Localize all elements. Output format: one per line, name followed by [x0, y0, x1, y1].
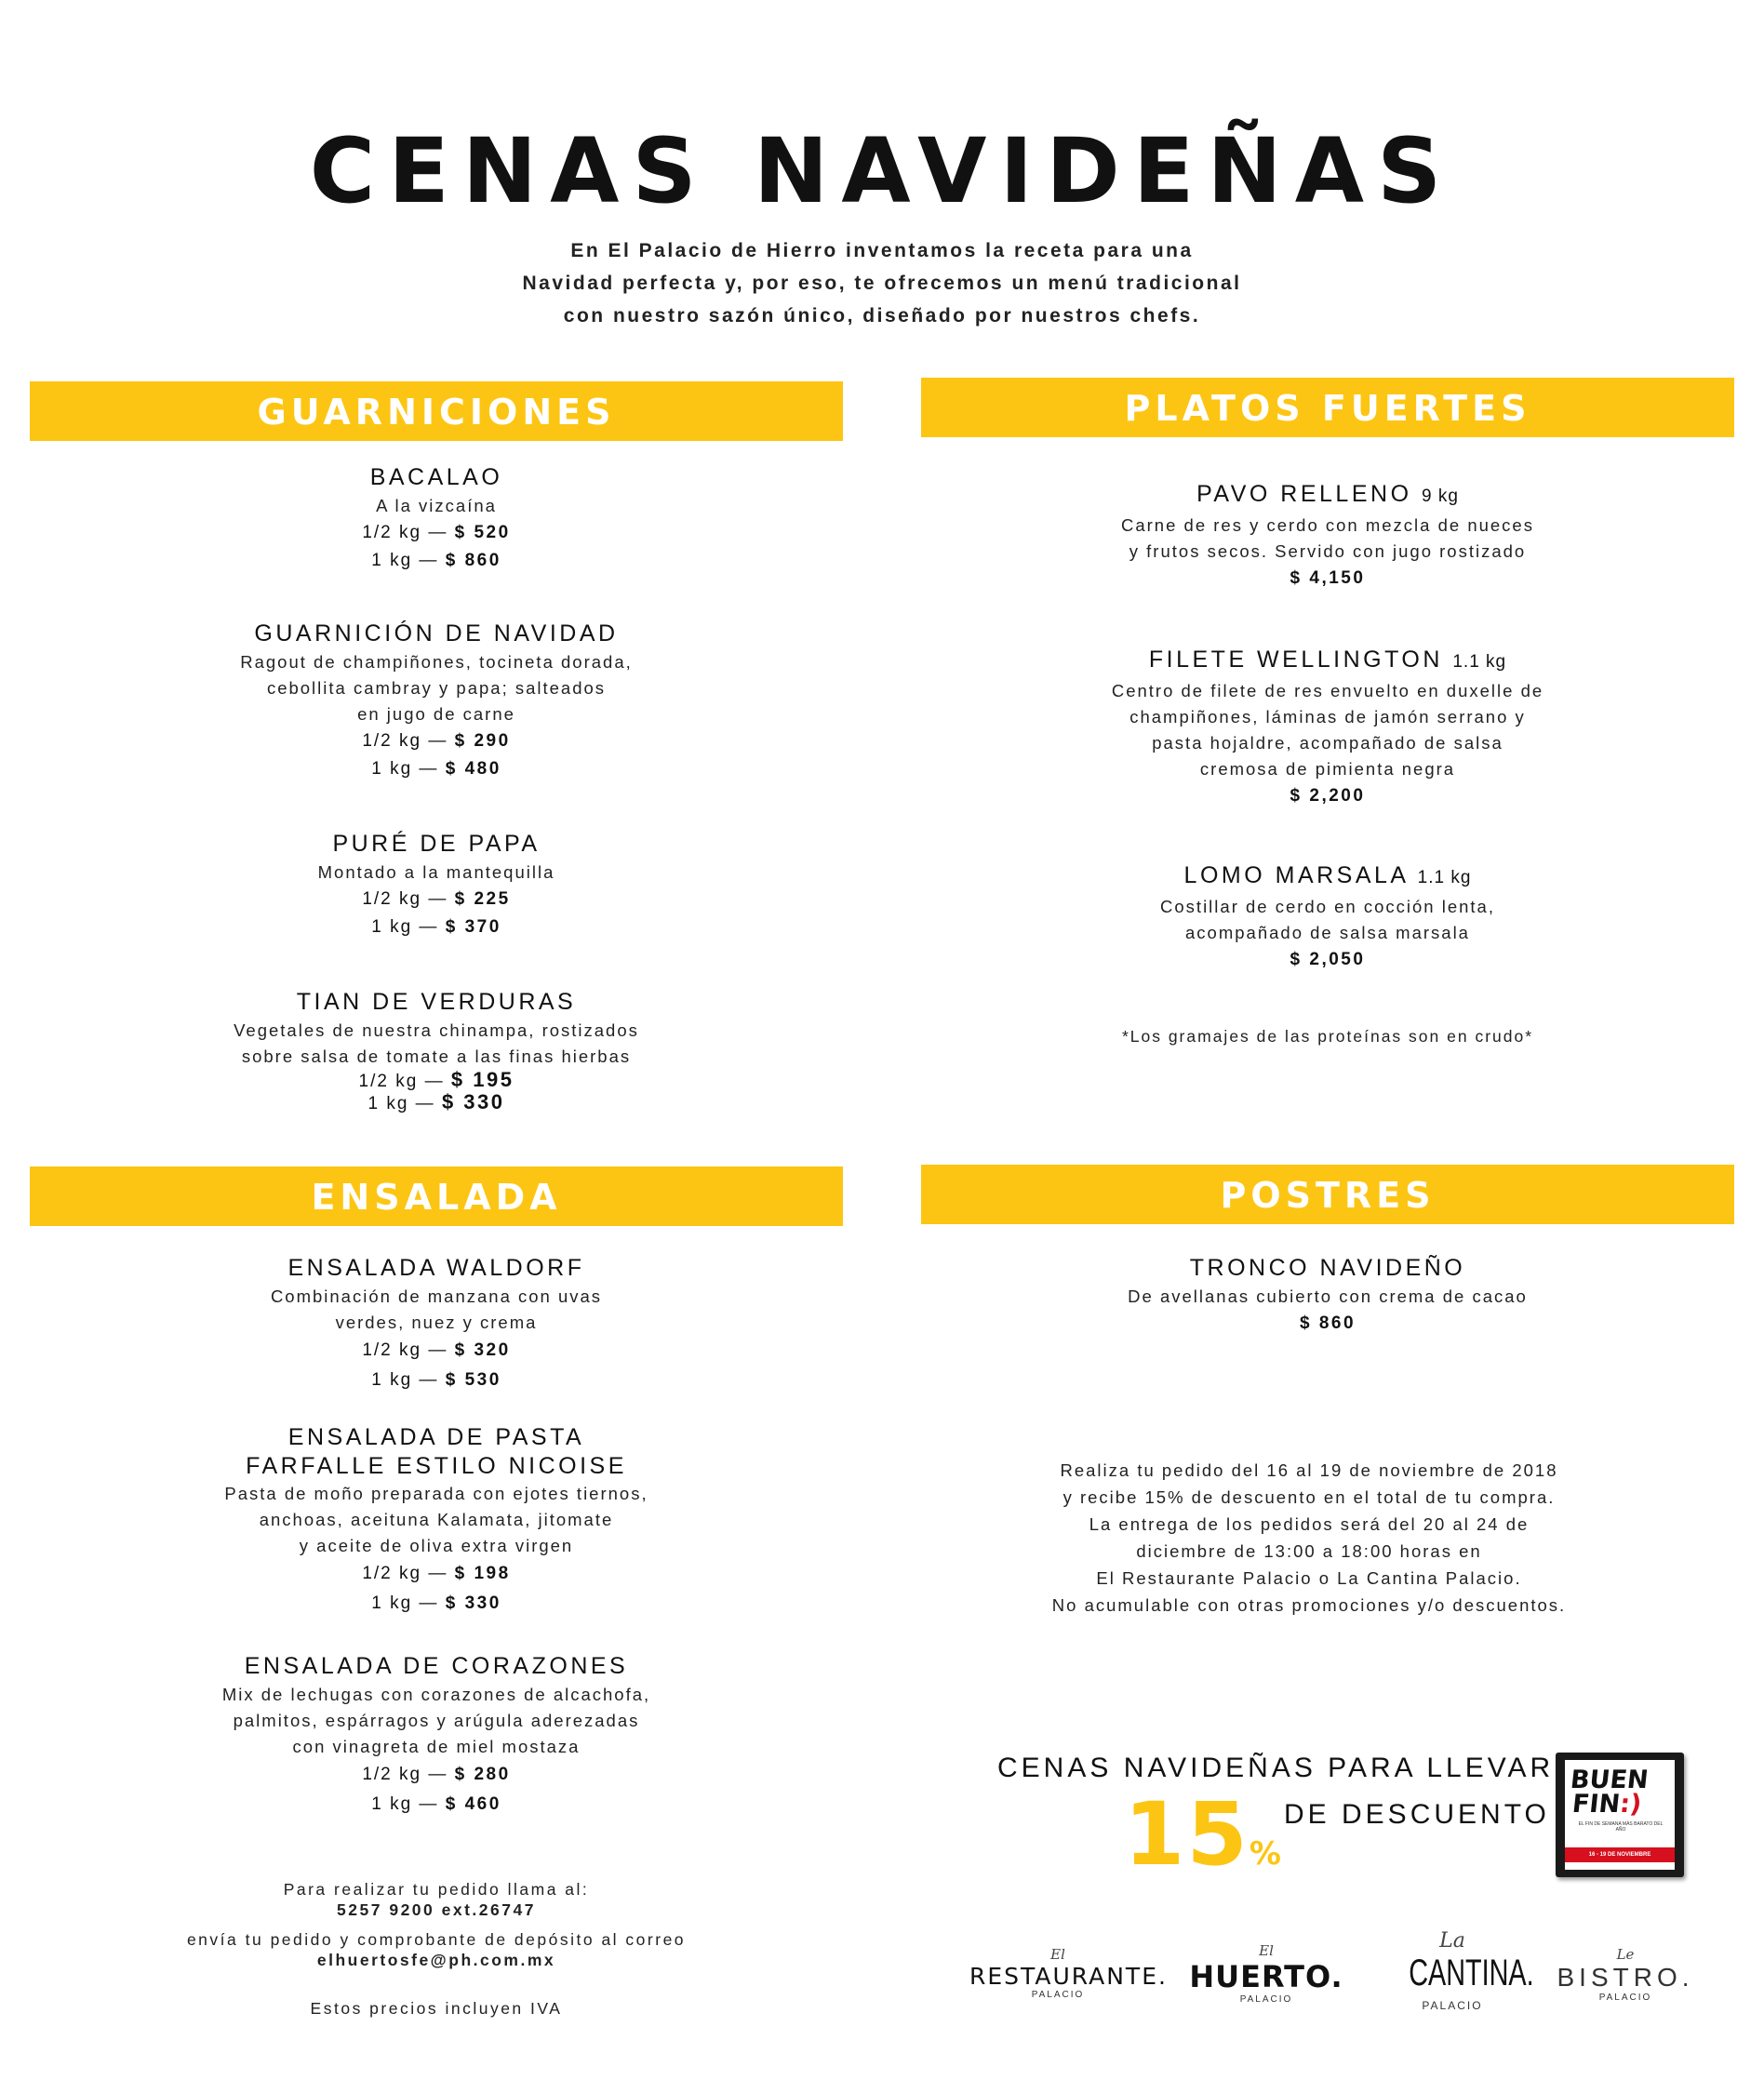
price-label: 1/2 kg — [362, 523, 448, 542]
logo-sub: PALACIO [1239, 1994, 1293, 2005]
percent-number: 15 [1124, 1784, 1250, 1886]
item-name: ENSALADA DE PASTA [287, 1424, 585, 1450]
price-label: 1 kg — [371, 1593, 439, 1613]
promo-line: diciembre de 13:00 a 18:00 horas en [1136, 1541, 1482, 1561]
ensalada-banner: ENSALADA [30, 1166, 843, 1226]
logo-script: Le [1616, 1946, 1635, 1963]
iva-note: Estos precios incluyen IVA [310, 1999, 563, 2018]
item-price-half [30, 1070, 843, 1092]
item-price-full [30, 547, 843, 575]
item-desc: Pasta de moño preparada con ejotes tiernos, [224, 1484, 648, 1503]
item-desc: A la vizcaína [376, 496, 497, 515]
item-price-full [30, 755, 843, 783]
price-value: $ 2,200 [1290, 786, 1366, 806]
item-price-half [30, 1336, 843, 1366]
price-label: 1/2 kg — [362, 1564, 448, 1583]
logo-cantina [1392, 1929, 1534, 2012]
price-value: $ 860 [1299, 1313, 1356, 1333]
intro-text [417, 234, 1347, 332]
ad-subline: DE DESCUENTO [1284, 1799, 1550, 1830]
item-price-full [30, 1092, 843, 1114]
item-price-full [30, 1790, 843, 1820]
item-desc: verdes, nuez y crema [335, 1313, 538, 1332]
item-name: FILETE WELLINGTON [1148, 647, 1443, 673]
promo-line: No acumulable con otras promociones y/o descuentos. [1051, 1595, 1567, 1615]
price-value: $ 520 [454, 523, 511, 542]
item-desc: Centro de filete de res envuelto en duxelle de [1111, 681, 1544, 700]
price-value: $ 530 [445, 1370, 501, 1390]
item-price-half [30, 886, 843, 913]
ad-headline: CENAS NAVIDEÑAS PARA LLEVAR [997, 1753, 1555, 1783]
price-label: 1 kg — [371, 1370, 439, 1390]
price-label: 1 kg — [368, 1094, 435, 1113]
price-value: $ 280 [454, 1765, 511, 1784]
price-value: $ 370 [445, 917, 501, 937]
item-name: ENSALADA WALDORF [287, 1255, 585, 1281]
price-value: $ 4,150 [1290, 568, 1366, 588]
menu-item [921, 860, 1734, 974]
item-name: PURÉ DE PAPA [332, 831, 541, 857]
proteins-note: *Los gramajes de las proteínas son en crudo* [1121, 1027, 1534, 1046]
badge-tagline: EL FIN DE SEMANA MÁS BARATO DEL AÑO [1578, 1821, 1664, 1833]
item-price-full [30, 913, 843, 941]
promo-line: La entrega de los pedidos será del 20 al 24 de [1089, 1514, 1530, 1534]
price-label: 1/2 kg — [362, 731, 448, 751]
contact-line: envía tu pedido y comprobante de depósito al correo [186, 1930, 687, 1949]
price-value: $ 198 [454, 1564, 511, 1583]
item-desc: anchoas, aceituna Kalamata, jitomate [259, 1510, 614, 1529]
menu-item [921, 478, 1734, 593]
logo-script: El [1050, 1946, 1065, 1963]
item-price-half [30, 727, 843, 755]
badge-dates: 16 - 19 DE NOVIEMBRE [1565, 1847, 1675, 1862]
menu-item [30, 1252, 843, 1395]
menu-item [30, 828, 843, 941]
logo-huerto [1189, 1942, 1343, 2005]
item-desc: Costillar de cerdo en cocción lenta, [1160, 897, 1495, 916]
item-price-half [30, 519, 843, 547]
phone-number[interactable]: 5257 9200 ext.26747 [337, 1900, 536, 1919]
promo-line: El Restaurante Palacio o La Cantina Palacio. [1096, 1568, 1522, 1588]
item-desc: sobre salsa de tomate a las finas hierbas [241, 1046, 632, 1066]
price-label: 1/2 kg — [362, 1340, 448, 1360]
logo-sub: PALACIO [1598, 1993, 1652, 2003]
price-value: $ 480 [445, 759, 501, 779]
buen-fin-badge [1556, 1753, 1684, 1877]
logo-script: El [1259, 1942, 1274, 1959]
price-value: $ 2,050 [1290, 950, 1366, 969]
price-label: 1/2 kg — [358, 1072, 445, 1091]
contact-line: Para realizar tu pedido llama al: [283, 1880, 590, 1899]
item-name: FARFALLE ESTILO NICOISE [246, 1453, 627, 1479]
price-value: $ 330 [441, 1090, 505, 1113]
item-desc: y frutos secos. Servido con jugo rostizado [1129, 541, 1527, 561]
menu-item [30, 1423, 843, 1619]
price-value: $ 225 [454, 889, 511, 909]
item-weight: 1.1 kg [1417, 868, 1472, 887]
promo-text [921, 1457, 1697, 1619]
logo-bistro [1556, 1946, 1695, 2003]
discount-percent [1124, 1784, 1283, 1886]
badge-word-buen: BUEN [1569, 1766, 1650, 1794]
item-price-full [30, 1366, 843, 1395]
intro-line: Navidad perfecta y, por eso, te ofrecemos un menú tradicional [522, 273, 1242, 294]
item-desc: en jugo de carne [357, 704, 515, 724]
item-desc: Ragout de champiñones, tocineta dorada, [240, 652, 633, 672]
item-desc: cebollita cambray y papa; salteados [266, 678, 607, 698]
menu-item [921, 644, 1734, 810]
item-name: ENSALADA DE CORAZONES [244, 1653, 629, 1679]
menu-item [30, 618, 843, 783]
price-value: $ 320 [454, 1340, 511, 1360]
item-weight: 9 kg [1421, 487, 1459, 506]
item-desc: acompañado de salsa marsala [1185, 923, 1470, 942]
promo-line: y recibe 15% de descuento en el total de tu compra. [1062, 1487, 1556, 1507]
item-name: TIAN DE VERDURAS [296, 989, 577, 1015]
logo-sub: PALACIO [1031, 1990, 1085, 2000]
item-desc: De avellanas cubierto con crema de cacao [1128, 1286, 1528, 1306]
promo-line: Realiza tu pedido del 16 al 19 de noviembre de 2018 [1060, 1460, 1558, 1480]
intro-line: En El Palacio de Hierro inventamos la receta para una [570, 240, 1194, 261]
item-weight: 1.1 kg [1452, 652, 1507, 672]
item-desc: Montado a la mantequilla [317, 862, 555, 882]
contact-phone[interactable] [30, 1900, 843, 1920]
item-name: LOMO MARSALA [1183, 862, 1409, 888]
item-price-full [30, 1589, 843, 1619]
item-name: BACALAO [369, 464, 503, 490]
item-desc: con vinagreta de miel mostaza [292, 1737, 581, 1756]
price-label: 1 kg — [371, 917, 439, 937]
menu-item [921, 1252, 1734, 1338]
logo-wordmark: CANTINA. [1409, 1953, 1534, 1993]
price-value: $ 460 [445, 1794, 501, 1814]
intro-line: con nuestro sazón único, diseñado por nuestros chefs. [563, 305, 1201, 327]
menu-item [30, 461, 843, 575]
item-name: GUARNICIÓN DE NAVIDAD [254, 620, 619, 647]
percent-sign: % [1249, 1835, 1283, 1873]
price-label: 1/2 kg — [362, 1765, 448, 1784]
logo-sub: PALACIO [1422, 1999, 1483, 2012]
menu-item [30, 986, 843, 1114]
email-address[interactable]: elhuertosfe@ph.com.mx [316, 1951, 556, 1969]
item-price-half [30, 1559, 843, 1589]
price-value: $ 860 [445, 551, 501, 570]
item-desc: Mix de lechugas con corazones de alcachofa, [221, 1685, 651, 1704]
item-desc: y aceite de oliva extra virgen [299, 1536, 574, 1555]
logo-wordmark: BISTRO. [1557, 1963, 1694, 1992]
price-value: $ 330 [445, 1593, 501, 1613]
item-desc: pasta hojaldre, acompañado de salsa [1152, 733, 1503, 753]
price-value: $ 290 [454, 731, 511, 751]
contact-block [30, 1879, 843, 2019]
item-desc: Carne de res y cerdo con mezcla de nueces [1121, 515, 1534, 535]
price-label: 1 kg — [371, 551, 439, 570]
item-desc: palmitos, espárragos y arúgula aderezadas [233, 1711, 640, 1730]
item-desc: champiñones, láminas de jamón serrano y [1129, 707, 1526, 727]
badge-paper [1565, 1760, 1675, 1870]
logo-wordmark: RESTAURANTE. [969, 1963, 1168, 1990]
menu-item [30, 1650, 843, 1820]
price-value: $ 195 [450, 1068, 514, 1091]
price-label: 1/2 kg — [362, 889, 448, 909]
logo-restaurante [969, 1946, 1168, 2000]
logo-wordmark: HUERTO. [1189, 1959, 1343, 1994]
item-price-half [30, 1760, 843, 1790]
item-desc: cremosa de pimienta negra [1199, 759, 1456, 779]
badge-fin-text: FIN [1570, 1790, 1622, 1819]
item-name: TRONCO NAVIDEÑO [1189, 1255, 1466, 1281]
price-label: 1 kg — [371, 1794, 439, 1814]
postres-banner: POSTRES [921, 1165, 1734, 1224]
contact-email[interactable] [30, 1950, 843, 1970]
badge-smile: :) [1618, 1790, 1643, 1819]
item-desc: Combinación de manzana con uvas [270, 1286, 603, 1306]
logo-script: La [1439, 1929, 1465, 1953]
page-title: CENAS NAVIDEÑAS [309, 119, 1455, 223]
platos-fuertes-banner: PLATOS FUERTES [921, 378, 1734, 437]
badge-word-fin [1571, 1792, 1643, 1817]
price-label: 1 kg — [371, 759, 439, 779]
item-desc: Vegetales de nuestra chinampa, rostizados [234, 1020, 639, 1040]
guarniciones-banner: GUARNICIONES [30, 381, 843, 441]
item-name: PAVO RELLENO [1196, 481, 1412, 507]
